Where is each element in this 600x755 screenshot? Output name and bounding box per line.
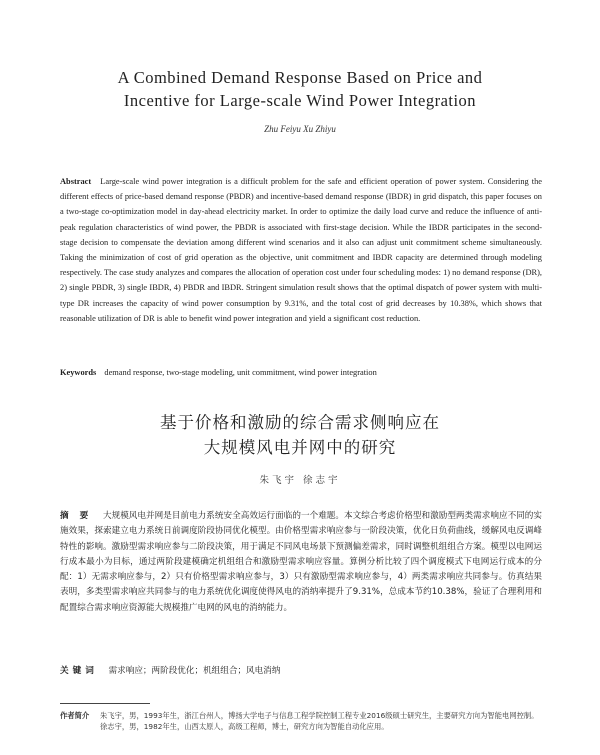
chinese-abstract-text: 大规模风电并网是目前电力系统安全高效运行面临的一个难题。本文综合考虑价格型和激励型两类需求响应不同的实施效果，探索建立电力系统日前调度阶段协同优化模型。由价格型需求响应参与一阶段决策，优化日负荷曲线，缓解风电反调峰特性的影响。激励型需求响应参与二阶段决策，用于满足不同风电场景下预测偏差需求，同时调整机组组合方案。模型以电网运行成本最小为目标，通过两阶段建模确定机组组合和激励型需求响应容量。算例分析比较了四个调度模式下电网运行成本的分配：1）无需求响应参与，2）只有价格型需求响应参与，3）只有激励型需求响应参与，4）两类需求响应共同参与。仿真结果表明，多类型需求响应共同参与的电力系统优化调度使得风电的消纳率提升了9.31%，总成本节约10.38%，验证了合理利用和配置综合需求响应资源能大规模推广电网的风电的消纳能力。	[60, 511, 542, 613]
english-authors: Zhu Feiyu Xu Zhiyu	[264, 124, 336, 134]
chinese-title-line-2: 大规模风电并网中的研究	[203, 438, 397, 457]
author-info-body	[100, 710, 550, 732]
chinese-abstract	[60, 509, 542, 616]
english-keywords	[60, 366, 542, 379]
chinese-title	[40, 410, 560, 460]
english-title-line-1: A Combined Demand Response Based on Price and	[117, 68, 483, 87]
author-info-line-1: 朱飞宇，男，1993年生，浙江台州人，博扬大学电子与信息工程学院控制工程专业2016级硕士研究生，主要研究方向为智能电网控制。	[100, 711, 539, 720]
english-abstract	[60, 174, 542, 326]
footnote-divider	[60, 703, 150, 704]
english-keywords-text: demand response, two-stage modeling, unit commitment, wind power integration	[104, 368, 377, 377]
author-info-line-2: 徐志宇，男，1982年生，山西太原人，高级工程师，博士，研究方向为智能自动化应用。	[100, 722, 389, 731]
chinese-authors: 朱飞宇 徐志宇	[259, 475, 341, 486]
chinese-keywords-label: 关键词	[60, 666, 98, 676]
chinese-abstract-label: 摘 要	[60, 511, 93, 521]
english-title	[40, 66, 560, 112]
chinese-keywords	[60, 665, 542, 678]
english-abstract-label: Abstract	[60, 177, 92, 186]
chinese-keywords-text: 需求响应；两阶段优化；机组组合；风电消纳	[108, 666, 281, 676]
author-info-label: 作者简介	[60, 711, 90, 720]
author-info-footnote	[60, 710, 550, 732]
english-abstract-text: Large-scale wind power integration is a difficult problem for the safe and efficient operation of power system. Considering the different effects of price-based demand response (PBDR) and incentive-based demand response (IBDR) in grid dispatch, this paper focuses on a two-stage co-optimization model in day-ahead electricity market. In order to optimize the daily load curve and reduce the influence of anti-peak regulation characteristics of wind power, the PBDR is associated with first-stage decision. While the IBDR participates in the second-stage decision to compensate the deviation among different wind scenarios and it also can adjust unit commitment scheme simultaneously. Taking the minimization of cost of grid operation as the objective, unit commitment and IBDR capacity are determined through modeling respectively. The case study analyzes and compares the allocation of operation cost under four scheduling modes: 1) no demand response (DR), 2) single PBDR, 3) single IBDR, 4) PBDR and IBDR. Stringent simulation result shows that the optimal dispatch of power system with multi-type DR increases the capacity of wind power consumption by 9.31%, and the total cost of grid decreases by 10.38%, which shows that reasonable utilization of DR is able to benefit wind power integration and yield a significant cost reduction.	[60, 177, 543, 323]
english-title-line-2: Incentive for Large-scale Wind Power Integration	[123, 91, 477, 110]
chinese-title-line-1: 基于价格和激励的综合需求侧响应在	[160, 413, 440, 432]
english-keywords-label: Keywords	[60, 368, 97, 377]
